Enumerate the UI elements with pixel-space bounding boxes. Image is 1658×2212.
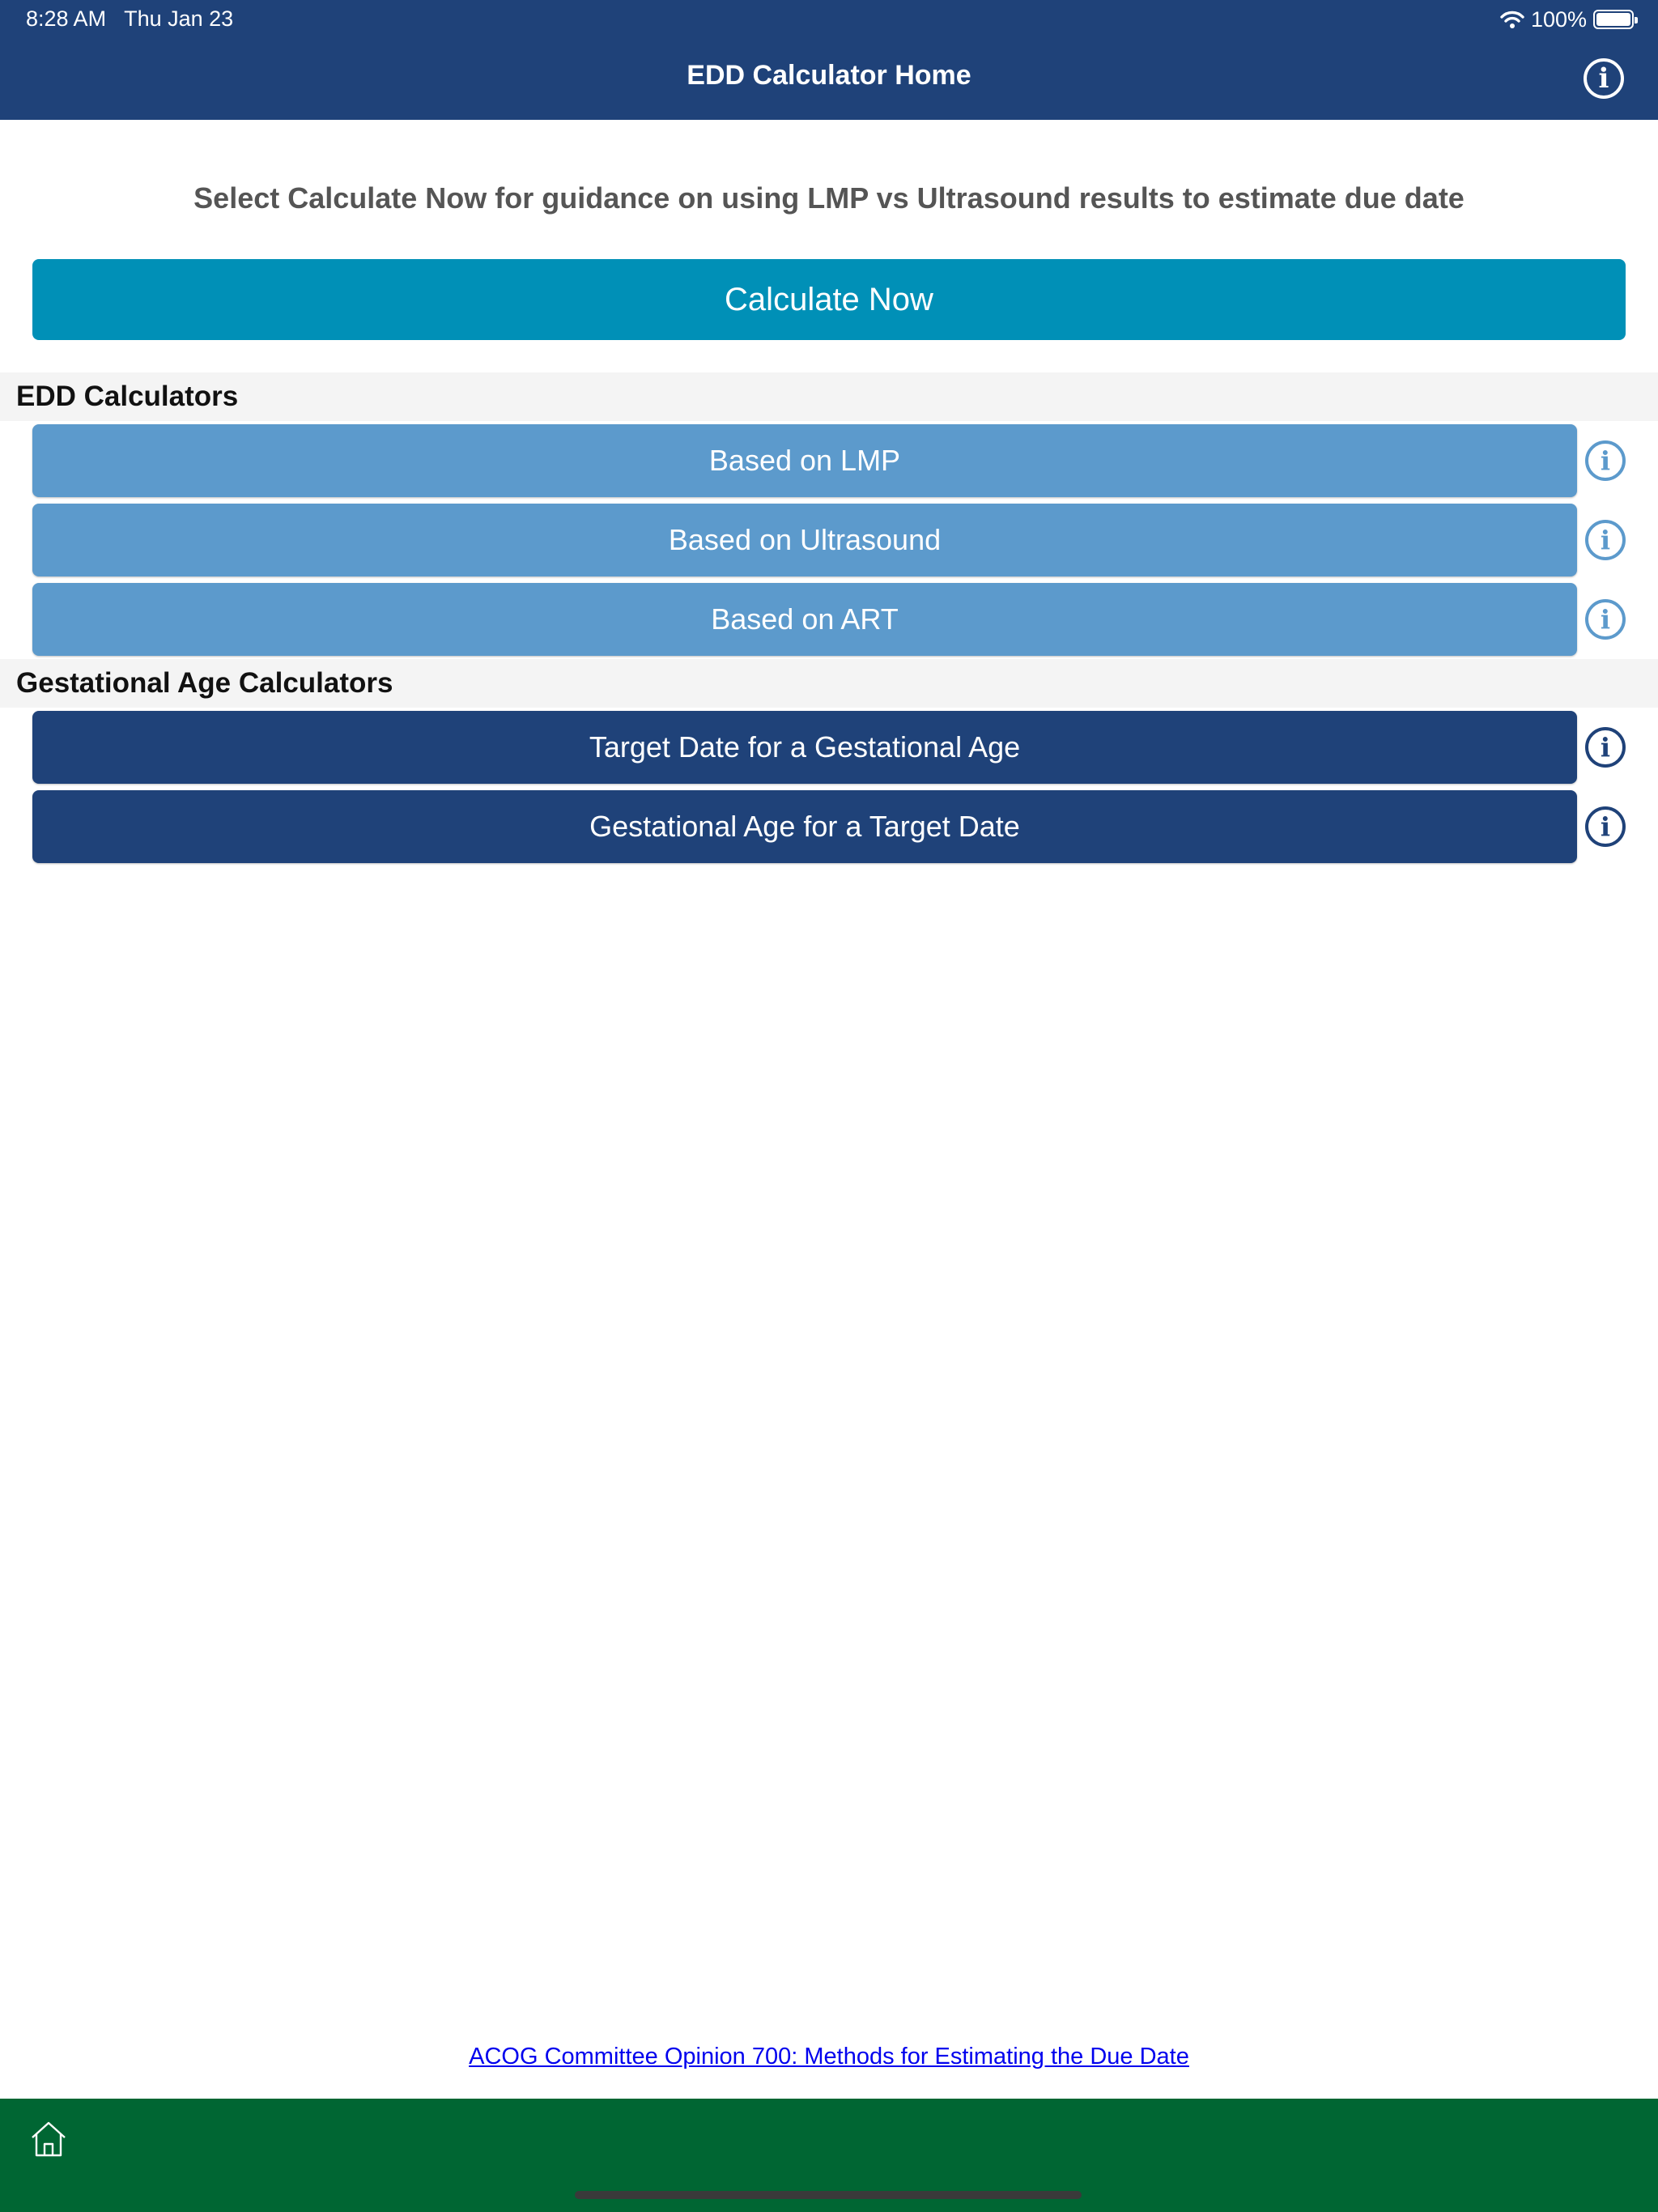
info-icon[interactable]: i: [1584, 58, 1624, 99]
ultrasound-info-icon[interactable]: i: [1585, 520, 1626, 560]
home-icon[interactable]: [29, 2120, 68, 2159]
target-date-info-icon[interactable]: i: [1585, 727, 1626, 768]
gestational-age-for-target-date-button[interactable]: Gestational Age for a Target Date: [32, 790, 1577, 863]
wifi-icon: [1500, 10, 1524, 29]
status-time-date: [26, 6, 233, 32]
calculate-now-button[interactable]: Calculate Now: [32, 259, 1626, 340]
bottom-toolbar: [0, 2099, 1658, 2212]
edd-calculators-header: EDD Calculators: [0, 372, 1658, 421]
status-time: 8:28 AM: [26, 6, 107, 31]
acog-committee-opinion-link[interactable]: ACOG Committee Opinion 700: Methods for Estimating the Due Date: [469, 2044, 1189, 2069]
intro-text: Select Calculate Now for guidance on using LMP vs Ultrasound results to estimate due date: [193, 181, 1465, 215]
status-indicators: [1500, 6, 1634, 32]
page-title: EDD Calculator Home: [687, 60, 971, 91]
based-on-ultrasound-button[interactable]: Based on Ultrasound: [32, 504, 1577, 576]
status-date: Thu Jan 23: [124, 6, 234, 31]
based-on-art-button[interactable]: Based on ART: [32, 583, 1577, 656]
art-info-icon[interactable]: i: [1585, 599, 1626, 640]
based-on-lmp-button[interactable]: Based on LMP: [32, 424, 1577, 497]
target-date-for-gestational-age-button[interactable]: Target Date for a Gestational Age: [32, 711, 1577, 784]
navigation-bar: [0, 0, 1658, 120]
battery-percent: 100%: [1530, 6, 1587, 32]
home-indicator[interactable]: [575, 2191, 1082, 2199]
gestational-age-calculators-header: Gestational Age Calculators: [0, 659, 1658, 708]
gestational-age-info-icon[interactable]: i: [1585, 806, 1626, 847]
lmp-info-icon[interactable]: i: [1585, 440, 1626, 481]
battery-icon: [1593, 10, 1634, 29]
battery-level-fill: [1596, 13, 1630, 26]
